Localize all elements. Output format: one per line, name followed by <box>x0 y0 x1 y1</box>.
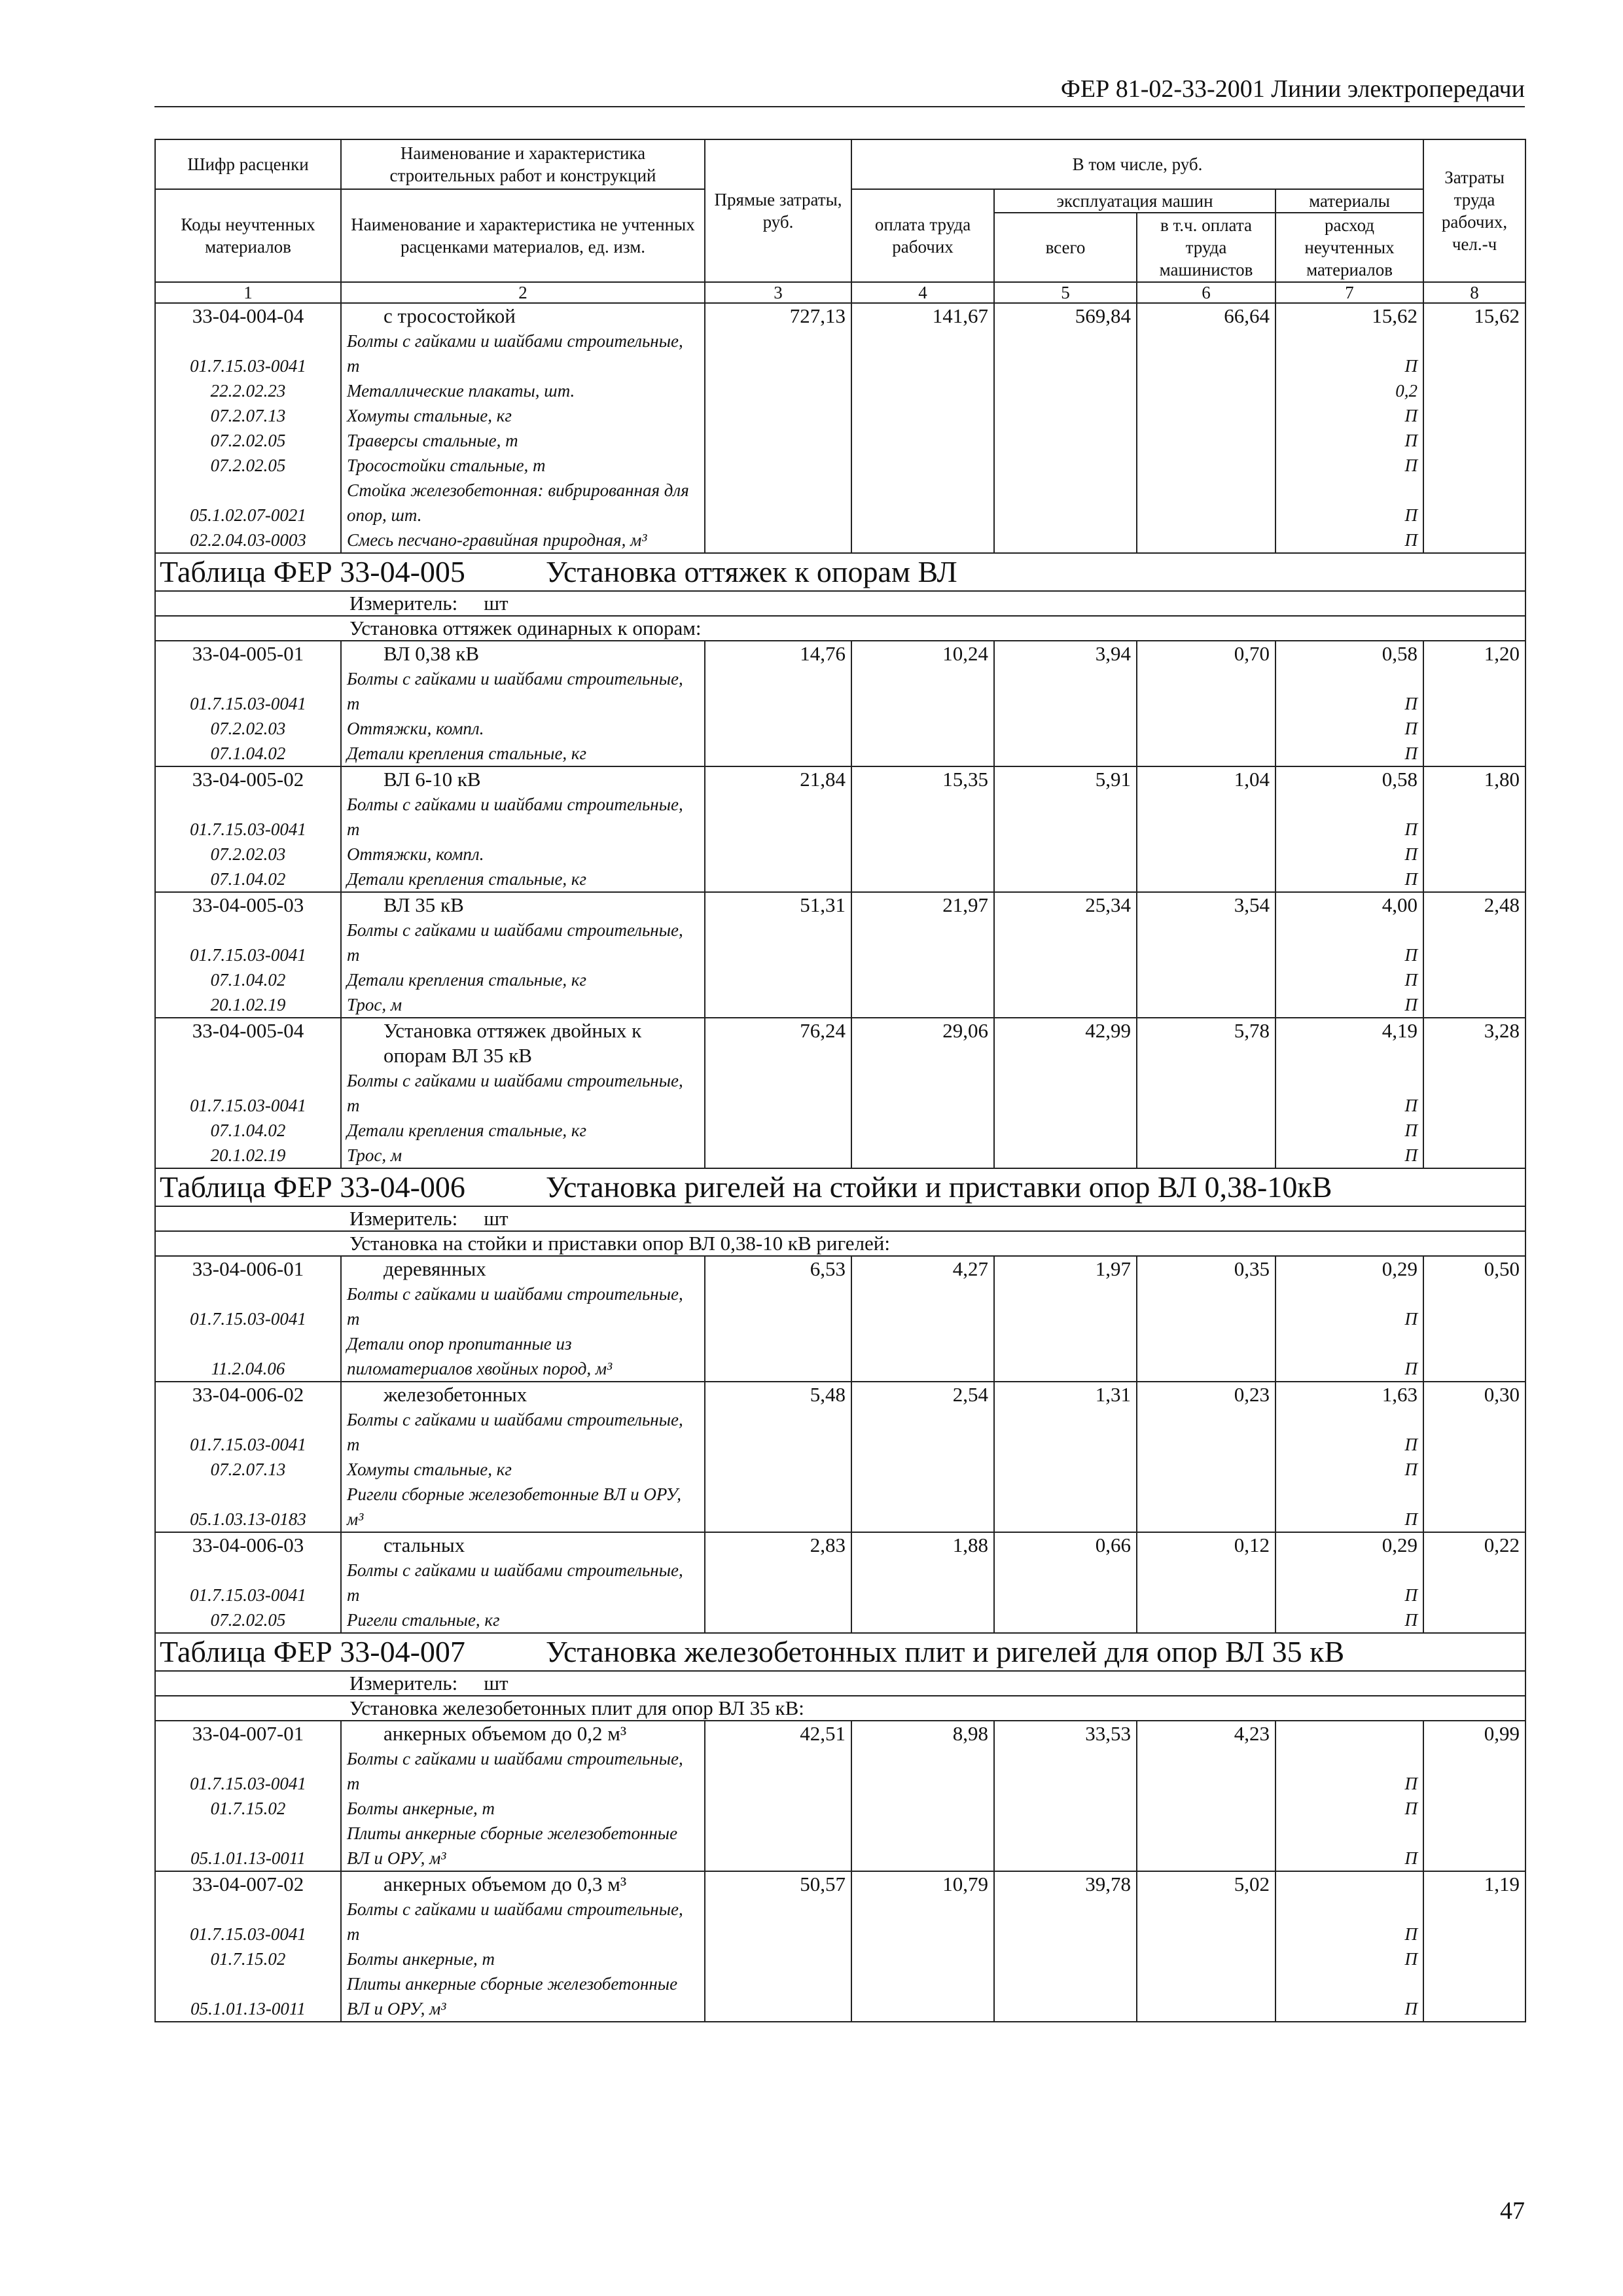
row-names-cell <box>341 892 705 1018</box>
measure-unit: шт <box>484 592 508 615</box>
rate-name: анкерных объемом до 0,3 м³ <box>383 1873 627 1895</box>
section-table-title: Установка железобетонных плит и ригелей для опор ВЛ 35 кВ <box>546 1635 1345 1668</box>
material-name: Детали крепления стальные, кг <box>347 869 587 889</box>
labor-cost: 10,24 <box>851 641 994 766</box>
col-machines-header: эксплуатация машин <box>994 189 1275 213</box>
material-cost: 4,19 <box>1382 1019 1418 1042</box>
materials-cell <box>1275 1721 1423 1871</box>
material-qty: П <box>1404 869 1418 889</box>
material-cost <box>1281 1721 1418 1746</box>
labor-cost: 4,27 <box>851 1256 994 1382</box>
material-code: 01.7.15.02 <box>210 1949 286 1969</box>
col-code-header: Шифр расценки <box>155 139 341 189</box>
section-title-row <box>155 1168 1525 1206</box>
section-measure-row <box>155 1206 1525 1231</box>
material-code: 01.7.15.03-0041 <box>190 694 306 713</box>
material-name: Болты с гайками и шайбами строительные, т <box>347 795 683 839</box>
row-codes-cell <box>155 766 341 892</box>
rate-code: 33-04-005-03 <box>192 893 304 916</box>
material-qty: П <box>1404 431 1418 450</box>
material-code: 07.1.04.02 <box>210 1121 286 1140</box>
section-group-row <box>155 1696 1525 1721</box>
material-qty: П <box>1404 1509 1418 1529</box>
table-body <box>155 303 1525 2022</box>
material-code: 01.7.15.03-0041 <box>190 819 306 839</box>
rate-name: с тросостойкой <box>383 304 516 327</box>
rates-table <box>154 139 1526 2022</box>
material-name: Хомуты стальные, кг <box>347 1460 512 1479</box>
material-qty: П <box>1404 970 1418 990</box>
material-qty: П <box>1404 1774 1418 1793</box>
material-code: 05.1.02.07-0021 <box>190 505 306 525</box>
machinist-labor-cost: 0,70 <box>1137 641 1275 766</box>
page-header <box>154 73 1525 107</box>
material-code: 07.2.02.03 <box>210 719 286 738</box>
material-qty: П <box>1404 945 1418 965</box>
rate-name: ВЛ 35 кВ <box>383 893 464 916</box>
machine-cost: 39,78 <box>994 1871 1137 2022</box>
material-qty: П <box>1404 1585 1418 1605</box>
material-code: 01.7.15.03-0041 <box>190 356 306 376</box>
material-name: Болты с гайками и шайбами строительные, т <box>347 1284 683 1329</box>
labor-cost: 21,97 <box>851 892 994 1018</box>
section-group-label: Установка на стойки и приставки опор ВЛ 0,38-10 кВ ригелей: <box>155 1231 1525 1256</box>
material-name: Плиты анкерные сборные железобетонные ВЛ и ОРУ, м³ <box>347 1974 678 2018</box>
row-names-cell <box>341 303 705 553</box>
table-row <box>155 892 1525 1018</box>
material-name: Детали опор пропитанные из пиломатериалов хвойных пород, м³ <box>347 1334 613 1378</box>
material-qty: П <box>1404 456 1418 475</box>
material-qty: П <box>1404 1359 1418 1378</box>
material-code: 05.1.03.13-0183 <box>190 1509 306 1529</box>
material-code: 01.7.15.03-0041 <box>190 1096 306 1115</box>
material-qty: П <box>1404 1924 1418 1944</box>
labor-hours: 2,48 <box>1423 892 1525 1018</box>
material-name: Тросостойки стальные, т <box>347 456 546 475</box>
labor-hours: 1,19 <box>1423 1871 1525 2022</box>
material-cost: 0,29 <box>1382 1257 1418 1280</box>
table-row <box>155 1721 1525 1871</box>
rate-code: 33-04-005-02 <box>192 768 304 791</box>
material-name: Смесь песчано-гравийная природная, м³ <box>347 530 647 550</box>
materials-cell <box>1275 1871 1423 2022</box>
direct-cost: 2,83 <box>705 1532 851 1633</box>
col-number: 3 <box>705 282 851 303</box>
machinist-labor-cost: 66,64 <box>1137 303 1275 553</box>
material-code: 01.7.15.03-0041 <box>190 1774 306 1793</box>
section-table-number: Таблица ФЕР 33-04-005 <box>160 555 465 588</box>
row-codes-cell <box>155 1382 341 1532</box>
material-name: Болты с гайками и шайбами строительные, т <box>347 1071 683 1115</box>
table-row <box>155 1256 1525 1382</box>
column-numbers-row <box>155 282 1525 303</box>
col-mach-total-header: всего <box>994 213 1137 282</box>
labor-cost: 29,06 <box>851 1018 994 1168</box>
col-number: 7 <box>1275 282 1423 303</box>
material-cost <box>1281 1872 1418 1897</box>
material-name: Болты с гайками и шайбами строительные, т <box>347 669 683 713</box>
rate-code: 33-04-005-01 <box>192 642 304 665</box>
row-codes-cell <box>155 892 341 1018</box>
col-number: 2 <box>341 282 705 303</box>
direct-cost: 727,13 <box>705 303 851 553</box>
col-labor-header: оплата труда рабочих <box>851 189 994 282</box>
measure-unit: шт <box>484 1207 508 1230</box>
row-codes-cell <box>155 1256 341 1382</box>
material-qty: 0,2 <box>1395 381 1418 401</box>
labor-cost: 15,35 <box>851 766 994 892</box>
labor-hours: 0,30 <box>1423 1382 1525 1532</box>
row-names-cell <box>341 1721 705 1871</box>
row-names-cell <box>341 1532 705 1633</box>
rate-name: железобетонных <box>383 1383 527 1406</box>
section-table-title: Установка ригелей на стойки и приставки опор ВЛ 0,38-10кВ <box>546 1170 1332 1204</box>
labor-cost: 1,88 <box>851 1532 994 1633</box>
material-qty: П <box>1404 1848 1418 1868</box>
material-cost: 1,63 <box>1382 1383 1418 1406</box>
row-codes-cell <box>155 303 341 553</box>
material-cost: 15,62 <box>1372 304 1418 327</box>
section-group-label: Установка железобетонных плит для опор ВЛ 35 кВ: <box>155 1696 1525 1721</box>
machinist-labor-cost: 5,78 <box>1137 1018 1275 1168</box>
material-name: Детали крепления стальные, кг <box>347 744 587 763</box>
machine-cost: 1,97 <box>994 1256 1137 1382</box>
material-cost: 0,58 <box>1382 768 1418 791</box>
section-table-number: Таблица ФЕР 33-04-006 <box>160 1170 465 1204</box>
material-name: Трос, м <box>347 1145 402 1165</box>
materials-cell <box>1275 1256 1423 1382</box>
section-title <box>155 1633 1525 1671</box>
materials-cell <box>1275 766 1423 892</box>
machinist-labor-cost: 3,54 <box>1137 892 1275 1018</box>
section-table-number: Таблица ФЕР 33-04-007 <box>160 1635 465 1668</box>
document-title: ФЕР 81-02-33-2001 Линии электропередачи <box>1060 75 1525 103</box>
material-name: Болты анкерные, т <box>347 1799 495 1818</box>
material-qty: П <box>1404 530 1418 550</box>
table-row <box>155 1382 1525 1532</box>
material-qty: П <box>1404 505 1418 525</box>
machine-cost: 569,84 <box>994 303 1137 553</box>
section-measure <box>155 1206 1525 1231</box>
direct-cost: 50,57 <box>705 1871 851 2022</box>
page-number: 47 <box>1500 2197 1525 2225</box>
rate-name: Установка оттяжек двойных к опорам ВЛ 35 кВ <box>383 1019 642 1067</box>
material-name: Болты анкерные, т <box>347 1949 495 1969</box>
material-qty: П <box>1404 1145 1418 1165</box>
material-qty: П <box>1404 356 1418 376</box>
material-name: Болты с гайками и шайбами строительные, т <box>347 1410 683 1454</box>
material-code: 20.1.02.19 <box>210 1145 286 1165</box>
materials-cell <box>1275 1018 1423 1168</box>
material-name: Ригели стальные, кг <box>347 1610 500 1630</box>
rate-code: 33-04-007-01 <box>192 1722 304 1745</box>
materials-cell <box>1275 892 1423 1018</box>
labor-cost: 141,67 <box>851 303 994 553</box>
section-group-row <box>155 1231 1525 1256</box>
machine-cost: 3,94 <box>994 641 1137 766</box>
material-qty: П <box>1404 694 1418 713</box>
material-name: Болты с гайками и шайбами строительные, т <box>347 1560 683 1605</box>
col-incl-header: В том числе, руб. <box>851 139 1423 189</box>
row-names-cell <box>341 766 705 892</box>
rate-name: анкерных объемом до 0,2 м³ <box>383 1722 627 1745</box>
material-code: 05.1.01.13-0011 <box>190 1999 306 2018</box>
col-mat-header: расход неучтенных материалов <box>1275 213 1423 282</box>
col-number: 5 <box>994 282 1137 303</box>
section-title-row <box>155 553 1525 591</box>
materials-cell <box>1275 303 1423 553</box>
materials-cell <box>1275 641 1423 766</box>
material-code: 01.7.15.02 <box>210 1799 286 1818</box>
material-qty: П <box>1404 1610 1418 1630</box>
section-title-row <box>155 1633 1525 1671</box>
material-name: Оттяжки, компл. <box>347 844 484 864</box>
material-qty: П <box>1404 1309 1418 1329</box>
section-title <box>155 1168 1525 1206</box>
material-name: Болты с гайками и шайбами строительные, т <box>347 331 683 376</box>
material-code: 07.2.07.13 <box>210 1460 286 1479</box>
rate-name: ВЛ 6-10 кВ <box>383 768 481 791</box>
machinist-labor-cost: 0,12 <box>1137 1532 1275 1633</box>
row-codes-cell <box>155 1871 341 2022</box>
material-qty: П <box>1404 1435 1418 1454</box>
col-matname-header: Наименование и характеристика не учтенных расценками материалов, ед. изм. <box>341 189 705 282</box>
material-code: 07.2.02.05 <box>210 456 286 475</box>
material-qty: П <box>1404 1121 1418 1140</box>
material-name: Стойка железобетонная: вибрированная для опор, шт. <box>347 480 689 525</box>
machinist-labor-cost: 0,35 <box>1137 1256 1275 1382</box>
material-qty: П <box>1404 1999 1418 2018</box>
row-names-cell <box>341 1871 705 2022</box>
table-row <box>155 1871 1525 2022</box>
labor-cost: 8,98 <box>851 1721 994 1871</box>
material-qty: П <box>1404 406 1418 425</box>
material-name: Болты с гайками и шайбами строительные, т <box>347 1749 683 1793</box>
material-qty: П <box>1404 1460 1418 1479</box>
material-name: Хомуты стальные, кг <box>347 406 512 425</box>
row-names-cell <box>341 1018 705 1168</box>
direct-cost: 6,53 <box>705 1256 851 1382</box>
labor-hours: 0,99 <box>1423 1721 1525 1871</box>
col-matcode-header: Коды неучтенных материалов <box>155 189 341 282</box>
material-qty: П <box>1404 1949 1418 1969</box>
row-names-cell <box>341 1382 705 1532</box>
row-names-cell <box>341 641 705 766</box>
machine-cost: 42,99 <box>994 1018 1137 1168</box>
direct-cost: 76,24 <box>705 1018 851 1168</box>
rate-code: 33-04-007-02 <box>192 1873 304 1895</box>
measure-label: Измеритель: <box>349 592 458 615</box>
material-qty: П <box>1404 719 1418 738</box>
material-name: Трос, м <box>347 995 402 1014</box>
direct-cost: 42,51 <box>705 1721 851 1871</box>
materials-cell <box>1275 1532 1423 1633</box>
material-cost: 0,58 <box>1382 642 1418 665</box>
materials-cell <box>1275 1382 1423 1532</box>
material-code: 22.2.02.23 <box>210 381 286 401</box>
direct-cost: 21,84 <box>705 766 851 892</box>
table-row <box>155 1018 1525 1168</box>
material-code: 02.2.04.03-0003 <box>190 530 306 550</box>
machinist-labor-cost: 4,23 <box>1137 1721 1275 1871</box>
rate-code: 33-04-006-03 <box>192 1534 304 1556</box>
direct-cost: 5,48 <box>705 1382 851 1532</box>
col-hours-header: Затраты труда рабочих, чел.-ч <box>1423 139 1525 282</box>
section-table-title: Установка оттяжек к опорам ВЛ <box>546 555 957 588</box>
direct-cost: 14,76 <box>705 641 851 766</box>
col-number: 1 <box>155 282 341 303</box>
material-code: 01.7.15.03-0041 <box>190 1585 306 1605</box>
machine-cost: 33,53 <box>994 1721 1137 1871</box>
section-measure-row <box>155 591 1525 616</box>
material-cost: 0,29 <box>1382 1534 1418 1556</box>
material-qty: П <box>1404 1096 1418 1115</box>
section-title <box>155 553 1525 591</box>
material-name: Ригели сборные железобетонные ВЛ и ОРУ, м³ <box>347 1484 682 1529</box>
col-materials-header: материалы <box>1275 189 1423 213</box>
labor-cost: 10,79 <box>851 1871 994 2022</box>
material-qty: П <box>1404 1799 1418 1818</box>
table-header <box>155 139 1525 303</box>
material-code: 05.1.01.13-0011 <box>190 1848 306 1868</box>
material-code: 07.2.02.05 <box>210 431 286 450</box>
machinist-labor-cost: 0,23 <box>1137 1382 1275 1532</box>
machine-cost: 0,66 <box>994 1532 1137 1633</box>
measure-label: Измеритель: <box>349 1207 458 1230</box>
table-row <box>155 1532 1525 1633</box>
section-measure <box>155 1671 1525 1696</box>
material-code: 07.2.07.13 <box>210 406 286 425</box>
section-measure-row <box>155 1671 1525 1696</box>
material-cost: 4,00 <box>1382 893 1418 916</box>
material-qty: П <box>1404 819 1418 839</box>
row-codes-cell <box>155 641 341 766</box>
material-code: 07.1.04.02 <box>210 970 286 990</box>
rate-code: 33-04-006-02 <box>192 1383 304 1406</box>
rate-name: ВЛ 0,38 кВ <box>383 642 480 665</box>
machine-cost: 25,34 <box>994 892 1137 1018</box>
rate-name: стальных <box>383 1534 465 1556</box>
labor-cost: 2,54 <box>851 1382 994 1532</box>
material-name: Плиты анкерные сборные железобетонные ВЛ и ОРУ, м³ <box>347 1823 678 1868</box>
direct-cost: 51,31 <box>705 892 851 1018</box>
table-row <box>155 766 1525 892</box>
measure-label: Измеритель: <box>349 1672 458 1695</box>
material-code: 01.7.15.03-0041 <box>190 945 306 965</box>
material-qty: П <box>1404 844 1418 864</box>
machinist-labor-cost: 1,04 <box>1137 766 1275 892</box>
labor-hours: 0,50 <box>1423 1256 1525 1382</box>
machinist-labor-cost: 5,02 <box>1137 1871 1275 2022</box>
machine-cost: 1,31 <box>994 1382 1137 1532</box>
material-code: 11.2.04.06 <box>211 1359 285 1378</box>
material-code: 01.7.15.03-0041 <box>190 1309 306 1329</box>
section-group-label: Установка оттяжек одинарных к опорам: <box>155 616 1525 641</box>
rate-name: деревянных <box>383 1257 486 1280</box>
section-measure <box>155 591 1525 616</box>
labor-hours: 1,80 <box>1423 766 1525 892</box>
col-mach-labor-header: в т.ч. оплата труда машинистов <box>1137 213 1275 282</box>
machine-cost: 5,91 <box>994 766 1137 892</box>
row-codes-cell <box>155 1721 341 1871</box>
labor-hours: 3,28 <box>1423 1018 1525 1168</box>
material-code: 01.7.15.03-0041 <box>190 1435 306 1454</box>
rate-code: 33-04-004-04 <box>192 304 304 327</box>
labor-hours: 0,22 <box>1423 1532 1525 1633</box>
col-name-header: Наименование и характеристика строительных работ и конструкций <box>341 139 705 189</box>
material-name: Оттяжки, компл. <box>347 719 484 738</box>
row-codes-cell <box>155 1018 341 1168</box>
row-names-cell <box>341 1256 705 1382</box>
col-number: 8 <box>1423 282 1525 303</box>
material-code: 07.1.04.02 <box>210 744 286 763</box>
material-name: Болты с гайками и шайбами строительные, т <box>347 1899 683 1944</box>
col-number: 4 <box>851 282 994 303</box>
col-direct-header: Прямые затраты, руб. <box>705 139 851 282</box>
material-code: 07.2.02.05 <box>210 1610 286 1630</box>
material-qty: П <box>1404 995 1418 1014</box>
labor-hours: 15,62 <box>1423 303 1525 553</box>
section-group-row <box>155 616 1525 641</box>
measure-unit: шт <box>484 1672 508 1695</box>
table-row <box>155 303 1525 553</box>
labor-hours: 1,20 <box>1423 641 1525 766</box>
material-code: 07.2.02.03 <box>210 844 286 864</box>
rate-code: 33-04-005-04 <box>192 1019 304 1042</box>
rate-code: 33-04-006-01 <box>192 1257 304 1280</box>
table-row <box>155 641 1525 766</box>
material-name: Металлические плакаты, шт. <box>347 381 575 401</box>
material-qty: П <box>1404 744 1418 763</box>
material-code: 01.7.15.03-0041 <box>190 1924 306 1944</box>
material-code: 20.1.02.19 <box>210 995 286 1014</box>
row-codes-cell <box>155 1532 341 1633</box>
material-name: Детали крепления стальные, кг <box>347 1121 587 1140</box>
material-code: 07.1.04.02 <box>210 869 286 889</box>
material-name: Болты с гайками и шайбами строительные, т <box>347 920 683 965</box>
material-name: Детали крепления стальные, кг <box>347 970 587 990</box>
col-number: 6 <box>1137 282 1275 303</box>
material-name: Траверсы стальные, т <box>347 431 518 450</box>
